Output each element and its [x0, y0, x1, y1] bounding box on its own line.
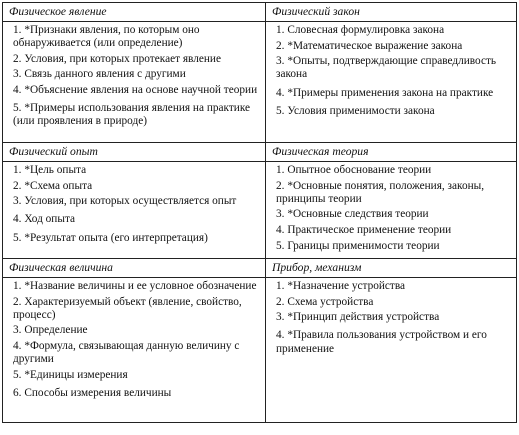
list-item: [13, 369, 259, 382]
cell-title-theory: Физическая теория: [266, 143, 517, 162]
item-number: 6.: [13, 386, 22, 399]
list-item: [13, 213, 259, 226]
item-text: *Результат опыта (его интерпретация): [24, 231, 208, 244]
list-item: [13, 53, 259, 66]
list-item: [276, 105, 510, 118]
list-item: [276, 240, 510, 253]
list-item: [13, 24, 259, 50]
list-item: [276, 280, 510, 293]
item-text: *Опыты, подтверждающие справедливость закона: [276, 55, 497, 81]
item-number: 5.: [13, 368, 22, 381]
item-number: 5.: [276, 239, 285, 252]
cell-title-device: Прибор, механизм: [266, 259, 517, 278]
item-text: *Примеры применения закона на практике: [287, 86, 494, 99]
item-number: 5.: [13, 102, 22, 115]
item-text: *Единицы измерения: [24, 368, 128, 381]
list-item: [13, 340, 259, 366]
list-item: [13, 84, 259, 97]
item-number: 2.: [13, 179, 22, 192]
item-number: 3.: [276, 311, 285, 324]
item-number: 2.: [276, 295, 285, 308]
item-text: *Математическое выражение закона: [287, 39, 463, 52]
list-item: [13, 387, 259, 400]
cell-body-law: [266, 22, 517, 143]
list-item: [276, 224, 510, 237]
table-header-row: [3, 143, 517, 162]
item-text: Практическое применение теории: [287, 223, 452, 236]
cell-body-theory: [266, 162, 517, 259]
item-number: 3.: [276, 208, 285, 221]
item-number: 1.: [13, 24, 22, 36]
item-number: 3.: [276, 55, 285, 68]
item-text: Условия применимости закона: [287, 104, 435, 117]
cell-body-experiment: [3, 162, 266, 259]
list-item: [276, 311, 510, 324]
item-text: *Признаки явления, по которым оно обнаруживается (или определение): [13, 24, 200, 50]
item-number: 4.: [13, 83, 22, 96]
item-number: 5.: [13, 231, 22, 244]
table-row: [3, 278, 517, 423]
cell-body-quantity: [3, 278, 266, 423]
table-row: [3, 22, 517, 143]
list-item: [276, 24, 510, 37]
item-text: *Формула, связывающая данную величину с другими: [13, 339, 240, 366]
item-text: *Основные понятия, положения, законы, принципы теории: [276, 179, 485, 205]
item-number: 4.: [276, 223, 285, 236]
list-item: [13, 102, 259, 128]
item-number: 5.: [276, 104, 285, 117]
item-text: Связь данного явления с другими: [24, 68, 186, 81]
item-text: *Цель опыта: [24, 164, 87, 176]
list-item: [13, 296, 259, 322]
item-text: *Назначение устройства: [287, 280, 406, 292]
item-number: 1.: [276, 164, 285, 176]
item-text: Границы применимости теории: [287, 239, 440, 252]
list-item: [276, 329, 510, 355]
item-text: Ход опыта: [24, 213, 76, 226]
item-text: Условия, при которых протекает явление: [24, 52, 221, 65]
table-row: [3, 162, 517, 259]
item-number: 4.: [276, 329, 285, 342]
item-number: 1.: [276, 24, 285, 36]
list-item: [13, 280, 259, 293]
item-number: 3.: [13, 324, 22, 337]
item-text: *Основные следствия теории: [287, 208, 429, 221]
list-item: [276, 296, 510, 309]
cell-body-phenomenon: [3, 22, 266, 143]
list-item: [13, 195, 259, 208]
item-number: 2.: [276, 39, 285, 52]
item-number: 2.: [13, 52, 22, 65]
item-text: *Принцип действия устройства: [287, 311, 440, 324]
item-number: 1.: [13, 280, 22, 292]
list-item: [13, 324, 259, 337]
list-item: [13, 180, 259, 193]
item-text: Определение: [24, 324, 88, 337]
list-item: [13, 164, 259, 177]
item-text: Способы измерения величины: [24, 386, 172, 399]
item-number: 1.: [276, 280, 285, 292]
table-header-row: [3, 3, 517, 22]
item-text: *Схема опыта: [24, 179, 93, 192]
cell-body-device: [266, 278, 517, 423]
study-plan-table: [2, 2, 517, 423]
list-item: [13, 68, 259, 81]
item-text: *Примеры использования явления на практике (или проявления в природе): [13, 102, 251, 128]
item-number: 4.: [13, 213, 22, 226]
item-text: Схема устройства: [287, 295, 374, 308]
item-text: Условия, при которых осуществляется опыт: [24, 195, 237, 208]
item-text: *Объяснение явления на основе научной теории: [24, 83, 258, 96]
item-text: Опытное обоснование теории: [287, 164, 432, 176]
list-item: [276, 87, 510, 100]
list-item: [276, 208, 510, 221]
item-text: Характеризуемый объект (явление, свойство, процесс): [13, 295, 242, 321]
cell-title-quantity: Физическая величина: [3, 259, 266, 278]
table-header-row: [3, 259, 517, 278]
cell-title-law: Физический закон: [266, 3, 517, 22]
item-number: 2.: [276, 179, 285, 192]
list-item: [13, 232, 259, 245]
list-item: [276, 164, 510, 177]
item-text: *Правила пользования устройством и его применение: [276, 329, 487, 355]
item-number: 4.: [276, 86, 285, 99]
item-number: 2.: [13, 295, 22, 308]
cell-title-phenomenon: Физическое явление: [3, 3, 266, 22]
item-number: 3.: [13, 68, 22, 81]
list-item: [276, 180, 510, 206]
item-number: 1.: [13, 164, 22, 176]
list-item: [276, 55, 510, 81]
list-item: [276, 40, 510, 53]
item-number: 4.: [13, 339, 22, 352]
item-number: 3.: [13, 195, 22, 208]
cell-title-experiment: Физический опыт: [3, 143, 266, 162]
item-text: Словесная формулировка закона: [287, 24, 445, 36]
item-text: *Название величины и ее условное обозначение: [24, 280, 257, 292]
